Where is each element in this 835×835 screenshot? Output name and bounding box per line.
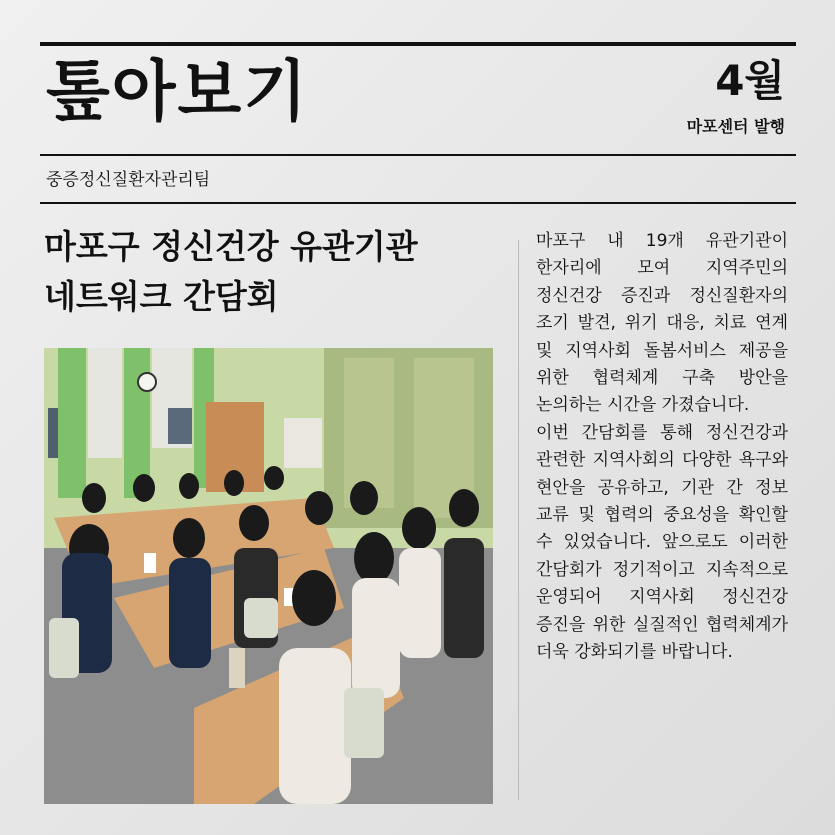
meeting-photo	[44, 348, 493, 804]
article-paragraph-2: 이번 간담회를 통해 정신건강과 관련한 지역사회의 다양한 욕구와 현안을 공유하고, 기관 간 정보 교류 및 협력의 중요성을 확인할 수 있었습니다. 앞으로도 이러한 간담회가 정기적이고 지속적으로 운영되어 지역사회 정신건강 증진을 위한 실질적인 협력체계가 더욱 강화되기를 바랍니다.	[536, 422, 788, 663]
section-divider	[40, 202, 796, 204]
top-rule	[40, 42, 796, 46]
team-label: 중증정신질환자관리팀	[46, 170, 211, 190]
column-divider	[518, 240, 519, 800]
issue-month: 4월	[715, 56, 785, 105]
article-body	[536, 228, 788, 667]
headline-line-2: 네트워크 간담회	[44, 277, 279, 316]
masthead-title: 톺아보기	[46, 53, 310, 130]
publisher-label: 마포센터 발행	[686, 117, 785, 136]
headline-line-1: 마포구 정신건강 유관기관	[44, 227, 418, 266]
masthead-divider	[40, 154, 796, 156]
article-paragraph-1: 마포구 내 19개 유관기관이 한자리에 모여 지역주민의 정신건강 증진과 정신질환자의 조기 발견, 위기 대응, 치료 연계 및 지역사회 돌봄서비스 제공을 위한 협력체계 구축 방안을 논의하는 시간을 가졌습니다.	[536, 231, 788, 416]
article-headline	[44, 222, 514, 322]
